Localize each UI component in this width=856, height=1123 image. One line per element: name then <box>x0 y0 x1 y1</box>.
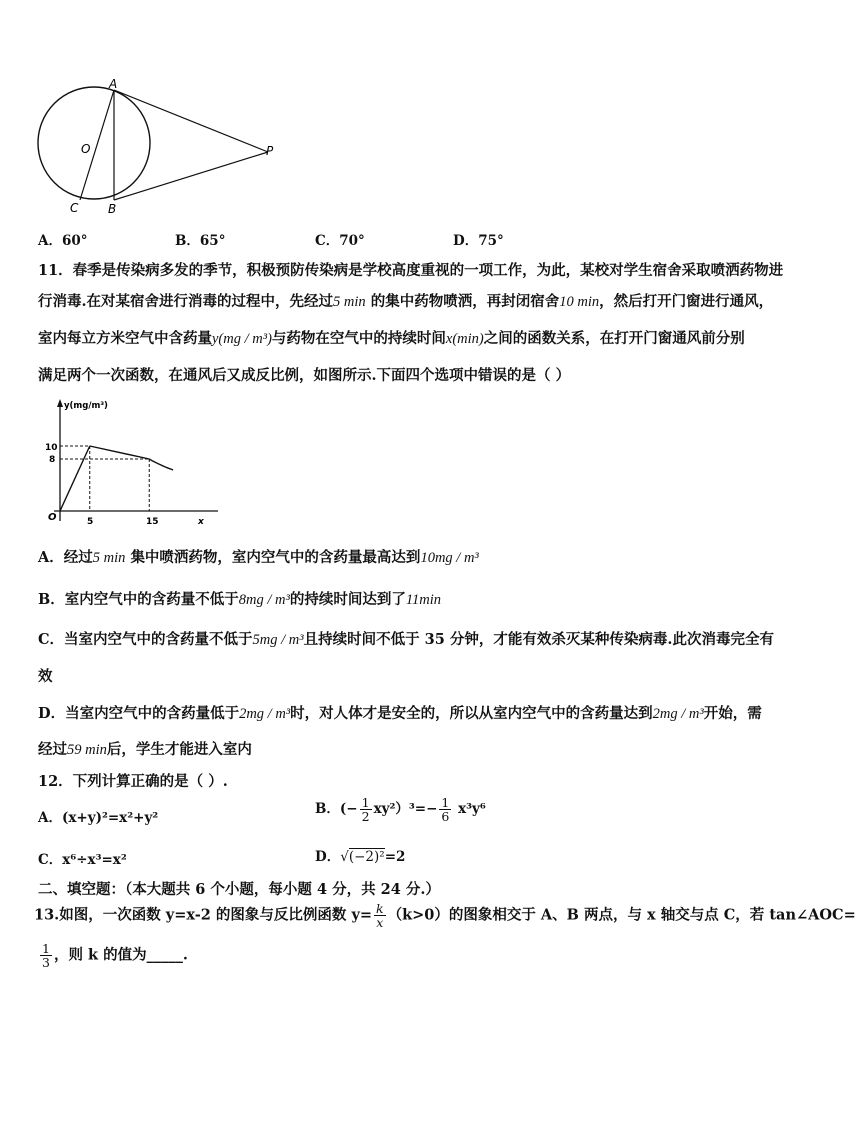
q12-opt-b-c: x³y⁶ <box>458 801 486 817</box>
q11-opt-b-m1: 8mg / m³ <box>238 592 290 608</box>
q11-opt-d-b: 时，对人体才是安全的，所以从室内空气中的含药量达到 <box>290 705 653 722</box>
q11-line2-m2: 10 min <box>559 294 600 310</box>
q10-option-a: A．60° <box>38 233 88 249</box>
y-axis-label: y(mg/m³) <box>64 401 108 411</box>
q11-opt-d-m2: 2mg / m³ <box>652 706 704 722</box>
q12-opt-b-frac2 <box>439 796 451 823</box>
x-axis-label: x <box>198 517 204 527</box>
q11-opt-a-a: A．经过 <box>38 549 93 566</box>
q13-line2 <box>38 942 188 969</box>
q11-opt-b-m2: 11min <box>405 592 442 608</box>
q11-opt-d-l2b: 后，学生才能进入室内 <box>106 741 252 758</box>
label-o: O <box>81 142 91 156</box>
q11-option-d <box>38 702 762 723</box>
segment-rise <box>60 446 90 511</box>
q13-frac-num: k <box>376 901 384 916</box>
x-tick-5: 5 <box>87 517 94 527</box>
q12-opt-d-rad: (−2)² <box>348 849 385 865</box>
q11-opt-d-c: 开始，需 <box>703 705 762 722</box>
q11-option-a <box>38 546 479 567</box>
q12-opt-b-frac1 <box>360 796 372 823</box>
q11-opt-c-a: C．当室内空气中的含药量不低于 <box>38 631 253 648</box>
q11-opt-d-l2m: 59 min <box>67 742 107 758</box>
q13-a: 13.如图，一次函数 y=x-2 的图象与反比例函数 y= <box>34 906 373 924</box>
label-b: B <box>108 202 117 216</box>
q11-opt-b-a: B．室内空气中的含药量不低于 <box>38 591 239 608</box>
q11-opt-c-b: 且持续时间不低于 35 分钟，才能有效杀灭某种传染病毒.此次消毒完全有 <box>303 631 774 648</box>
q11-opt-d-l2a: 经过 <box>38 741 67 758</box>
q10-option-d: D．75° <box>453 233 504 249</box>
q11-option-b <box>38 588 441 609</box>
q11-line2-c: ，然后打开门窗进行通风， <box>599 293 774 310</box>
q12-option-b <box>315 796 486 823</box>
y-axis-arrow <box>57 399 63 407</box>
tangent-pa <box>114 90 268 152</box>
q12-frac1-num: 1 <box>361 795 370 810</box>
q12-frac2-num: 1 <box>441 795 450 810</box>
label-a: A <box>109 77 118 91</box>
q11-line2-b: 的集中药物喷洒，再封闭宿舍 <box>370 293 560 310</box>
q11-opt-a-m1: 5 min <box>92 550 126 566</box>
q11-stem-line4: 满足两个一次函数，在通风后又成反比例，如图所示.下面四个选项中错误的是（ ） <box>38 367 571 384</box>
q11-opt-b-b: 的持续时间达到了 <box>289 591 406 608</box>
q12-frac1-den: 2 <box>361 809 370 824</box>
segment-decline <box>90 446 150 459</box>
q10-option-c: C．70° <box>315 233 365 249</box>
q11-opt-c-m1: 5mg / m³ <box>252 632 304 648</box>
q11-stem-line2 <box>38 290 773 311</box>
tangent-pb <box>114 152 268 200</box>
q11-opt-a-m2: 10mg / m³ <box>420 550 479 566</box>
q12-option-d <box>315 845 405 865</box>
q11-chart <box>40 395 230 535</box>
q12-opt-d-a: D． <box>315 849 341 865</box>
section-2-heading: 二、填空题：（本大题共 6 个小题，每小题 4 分，共 24 分.） <box>38 881 440 898</box>
q13-frac-1-3 <box>40 942 52 969</box>
x-tick-15: 15 <box>146 517 159 527</box>
y-tick-8: 8 <box>49 455 56 465</box>
q13-frac-den: x <box>376 915 384 930</box>
circle-o <box>38 87 150 199</box>
q11-line3-m1: y(mg / m³) <box>212 331 272 347</box>
q12-option-c: C．x⁶÷x³=x² <box>38 852 127 868</box>
curve-inverse <box>149 459 173 470</box>
q11-stem-line3 <box>38 327 745 348</box>
origin-label: O <box>48 512 57 523</box>
q13-l2-num: 1 <box>42 941 50 956</box>
q11-stem-line1: 11．春季是传染病多发的季节，积极预防传染病是学校高度重视的一项工作，为此，某校对学生宿舍采取喷洒药物进 <box>38 262 784 279</box>
q11-line2-a: 行消毒.在对某宿舍进行消毒的过程中，先经过 <box>38 293 334 310</box>
q11-option-c-line2: 效 <box>38 668 53 685</box>
q13-frac-k-x <box>374 902 386 929</box>
q11-opt-d-a: D．当室内空气中的含药量低于 <box>38 705 240 722</box>
q13-b: （k>0）的图象相交于 A、B 两点，与 x 轴交与点 C，若 tan∠AOC= <box>387 906 856 924</box>
q13-c: ，则 k 的值为_____. <box>53 946 188 964</box>
label-c: C <box>70 201 79 215</box>
y-tick-10: 10 <box>45 443 58 453</box>
q12-stem: 12．下列计算正确的是（ ）. <box>38 773 228 790</box>
q12-option-a: A．(x+y)²=x²+y² <box>38 810 159 826</box>
q11-opt-a-b: 集中喷洒药物，室内空气中的含药量最高达到 <box>130 549 421 566</box>
q11-option-d-line2 <box>38 738 252 759</box>
q13-l2-den: 3 <box>42 955 50 970</box>
q13-line1 <box>34 902 856 929</box>
q11-opt-d-m1: 2mg / m³ <box>239 706 291 722</box>
q12-opt-b-b: xy²）³=− <box>373 801 438 817</box>
q11-line3-c: 之间的函数关系，在打开门窗通风前分别 <box>483 330 745 347</box>
q12-opt-b-a: B．(− <box>315 801 358 817</box>
q11-line3-b: 与药物在空气中的持续时间 <box>271 330 446 347</box>
q12-frac2-den: 6 <box>441 809 450 824</box>
q11-option-c <box>38 628 774 649</box>
q10-circle-figure <box>30 70 290 220</box>
sqrt-sign-icon: √ <box>340 849 349 865</box>
q12-opt-d-b: =2 <box>384 849 406 865</box>
q11-line3-a: 室内每立方米空气中含药量 <box>38 330 212 347</box>
q10-option-b: B．65° <box>175 233 226 249</box>
q11-line2-m1: 5 min <box>333 294 366 310</box>
q11-line3-m2: x(min) <box>445 331 484 347</box>
label-p: P <box>266 144 274 158</box>
